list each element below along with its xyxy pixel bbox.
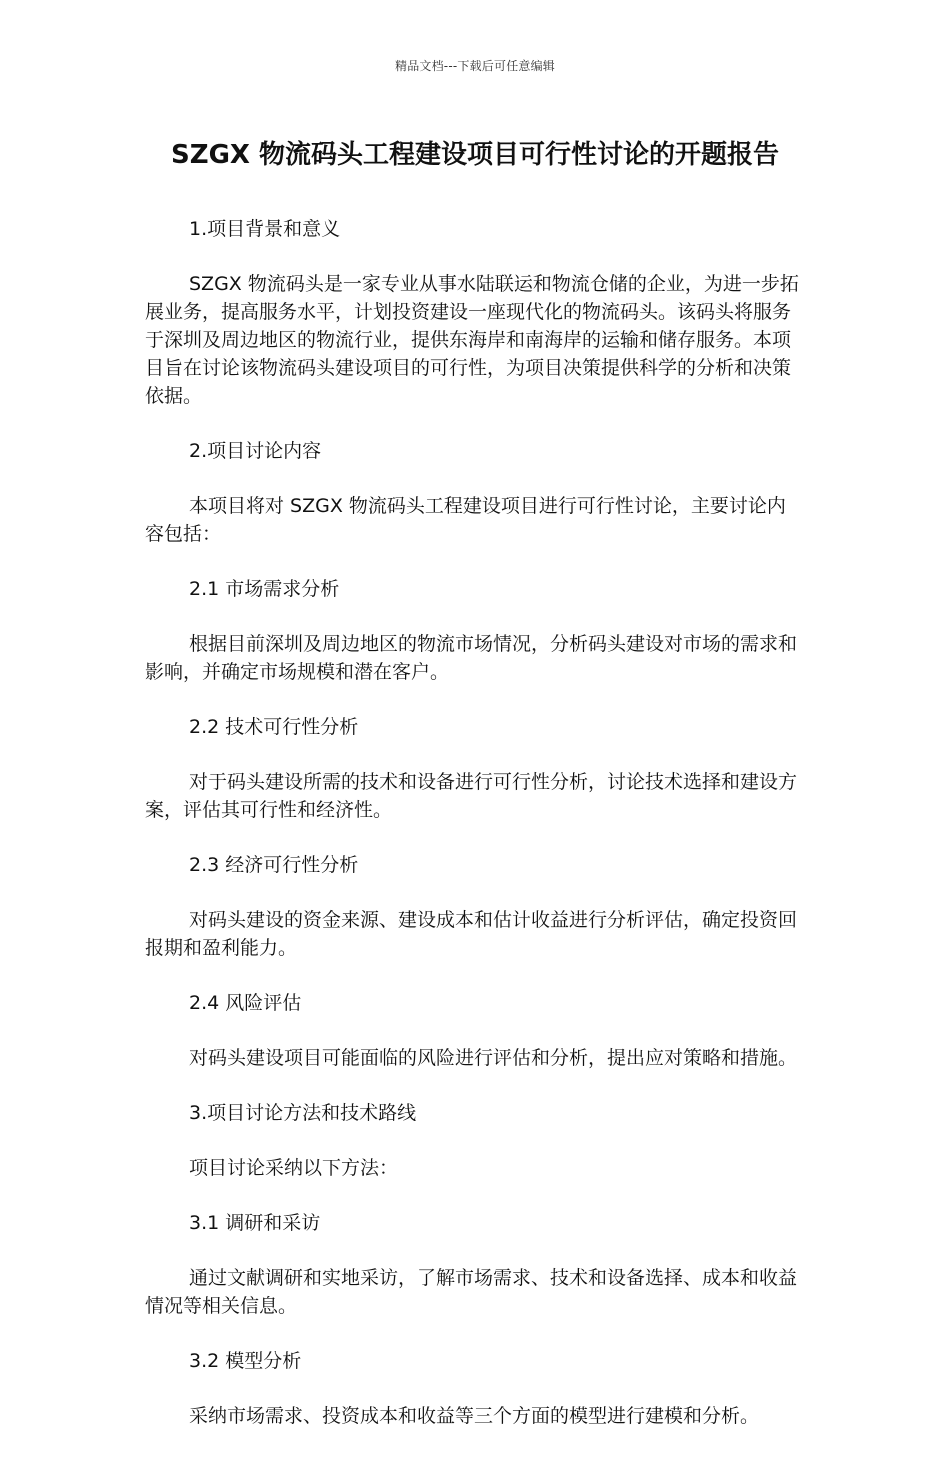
section-heading-methods: 3.项目讨论方法和技术路线 (189, 1102, 417, 1124)
subsection-heading-risk: 2.4 风险评估 (189, 992, 302, 1014)
subsection-heading-technical: 2.2 技术可行性分析 (189, 716, 359, 738)
subsection-heading-model: 3.2 模型分析 (189, 1350, 302, 1372)
subsection-heading-economic: 2.3 经济可行性分析 (189, 854, 359, 876)
paragraph-economic: 对码头建设的资金来源、建设成本和估计收益进行分析评估，确定投资回报期和盈利能力。 (145, 909, 798, 959)
paragraph-research: 通过文献调研和实地采访，了解市场需求、技术和设备选择、成本和收益情况等相关信息。 (145, 1267, 798, 1317)
paragraph-methods-intro: 项目讨论采纳以下方法： (189, 1157, 399, 1179)
paragraph-model: 采纳市场需求、投资成本和收益等三个方面的模型进行建模和分析。 (189, 1405, 760, 1427)
paragraph-market: 根据目前深圳及周边地区的物流市场情况，分析码头建设对市场的需求和影响，并确定市场规模和潜在客户。 (145, 633, 798, 683)
document-title: SZGX 物流码头工程建设项目可行性讨论的开题报告 (170, 140, 780, 170)
document-body (145, 215, 800, 1457)
subsection-heading-research: 3.1 调研和采访 (189, 1212, 321, 1234)
paragraph-risk: 对码头建设项目可能面临的风险进行评估和分析，提出应对策略和措施。 (189, 1047, 798, 1069)
paragraph-content-intro: 本项目将对 SZGX 物流码头工程建设项目进行可行性讨论，主要讨论内容包括： (145, 495, 786, 545)
page-header: 精品文档---下载后可任意编辑 (395, 59, 555, 73)
section-heading-background: 1.项目背景和意义 (189, 218, 341, 240)
section-heading-content: 2.项目讨论内容 (189, 440, 322, 462)
paragraph-background: SZGX 物流码头是一家专业从事水陆联运和物流仓储的企业，为进一步拓展业务，提高服务水平，计划投资建设一座现代化的物流码头。该码头将服务于深圳及周边地区的物流行业，提供东海岸和南海岸的运输和储存服务。本项目旨在讨论该物流码头建设项目的可行性，为项目决策提供科学的分析和决策依据。 (145, 273, 799, 407)
subsection-heading-market: 2.1 市场需求分析 (189, 578, 340, 600)
paragraph-technical: 对于码头建设所需的技术和设备进行可行性分析，讨论技术选择和建设方案，评估其可行性和经济性。 (145, 771, 798, 821)
